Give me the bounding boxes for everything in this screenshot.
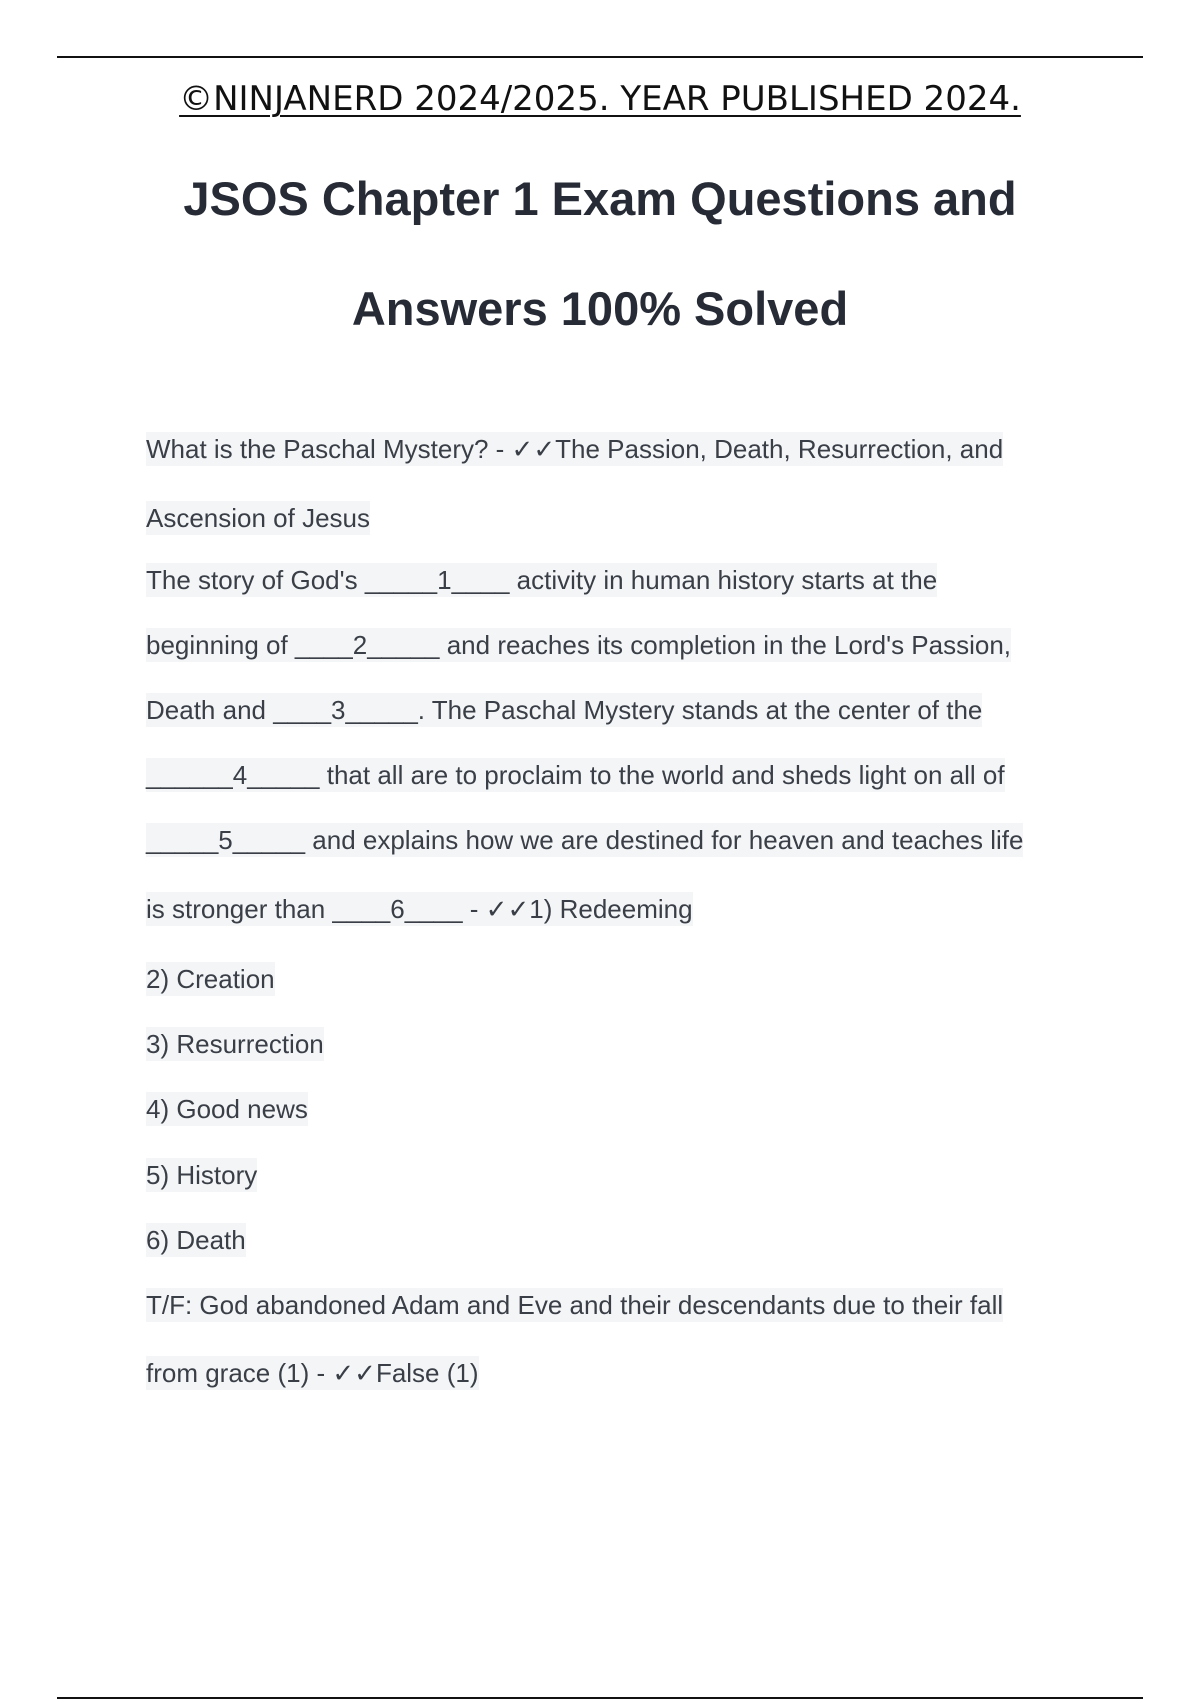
copyright-header xyxy=(0,76,1200,122)
bottom-rule xyxy=(57,1697,1143,1699)
title-line-1: JSOS Chapter 1 Exam Questions and xyxy=(183,172,1017,225)
qa-line: 3) Resurrection xyxy=(146,1029,324,1059)
qa-line: Ascension of Jesus xyxy=(146,503,371,533)
qa-line: 6) Death xyxy=(146,1225,246,1255)
qa-line: beginning of ____2_____ and reaches its completion in the Lord's Passion, xyxy=(146,630,1012,660)
qa-line: 5) History xyxy=(146,1160,258,1190)
qa-line: What is the Paschal Mystery? - ✓✓The Passion, Death, Resurrection, and xyxy=(146,434,1004,464)
qa-line: Death and ____3_____. The Paschal Mystery stands at the center of the xyxy=(146,695,983,725)
qa-line: from grace (1) - ✓✓False (1) xyxy=(146,1358,479,1388)
qa-line: ______4_____ that all are to proclaim to the world and sheds light on all of xyxy=(146,760,1005,790)
copyright-text: ©NINJANERD 2024/2025. YEAR PUBLISHED 2024. xyxy=(179,79,1021,119)
qa-line: _____5_____ and explains how we are destined for heaven and teaches life xyxy=(146,825,1024,855)
qa-line: 4) Good news xyxy=(146,1094,308,1124)
document-title xyxy=(100,144,1100,364)
top-rule xyxy=(57,56,1143,58)
qa-line: is stronger than ____6____ - ✓✓1) Redeeming xyxy=(146,894,693,924)
title-line-2: Answers 100% Solved xyxy=(351,282,849,335)
qa-line: T/F: God abandoned Adam and Eve and their descendants due to their fall xyxy=(146,1290,1004,1320)
qa-line: 2) Creation xyxy=(146,964,275,994)
qa-line: The story of God's _____1____ activity in human history starts at the xyxy=(146,565,938,595)
